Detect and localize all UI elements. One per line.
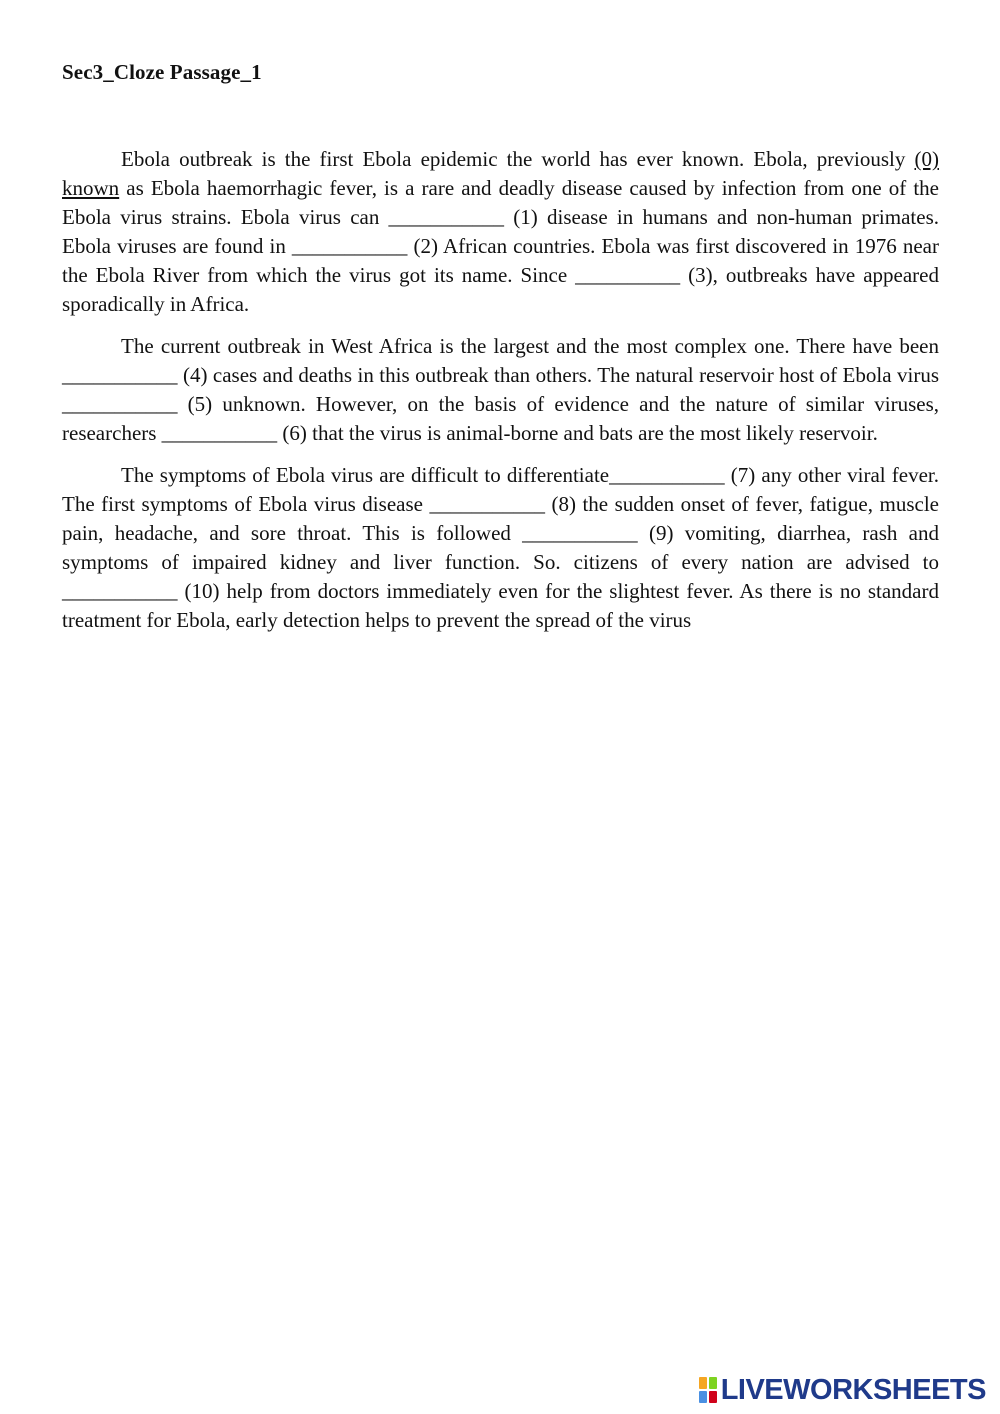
cloze-passage <box>62 145 939 648</box>
paragraph-3 <box>62 461 939 635</box>
paragraph-1-text-b: as Ebola haemorrhagic fever, is a rare and deadly disease caused by infection from one of the Ebola virus strains. Ebola virus can ___________ (1) disease in humans and non-human primates. Ebola viruses are found in ___________ (2) African countries. Ebola was first discovered in 1976 near the Ebola River from which the virus got its name. Since __________ (3), outbreaks have appeared sporadically in Africa. <box>62 176 939 316</box>
paragraph-1-text-a: Ebola outbreak is the first Ebola epidemic the world has ever known. Ebola, previously <box>121 147 915 171</box>
paragraph-3-text: The symptoms of Ebola virus are difficult to differentiate___________ (7) any other viral fever. The first symptoms of Ebola virus disease ___________ (8) the sudden onset of fever, fatigue, muscle pain, headache, and sore throat. This is followed ___________ (9) vomiting, diarrhea, rash and symptoms of impaired kidney and liver function. So. citizens of every nation are advised to ___________ (10) help from doctors immediately even for the slightest fever. As there is no standard treatment for Ebola, early detection helps to prevent the spread of the virus <box>62 463 939 632</box>
liveworksheets-logo-text: LIVEWORKSHEETS <box>720 1373 986 1406</box>
liveworksheets-logo-icon <box>699 1377 717 1403</box>
paragraph-1 <box>62 145 939 319</box>
page-title: Sec3_Cloze Passage_1 <box>62 60 262 84</box>
example-answer: (0) known <box>62 147 939 200</box>
paragraph-2 <box>62 332 939 448</box>
liveworksheets-logo <box>699 1374 986 1406</box>
paragraph-2-text: The current outbreak in West Africa is the largest and the most complex one. There have been ___________ (4) cases and deaths in this outbreak than others. The natural reservoir host of Ebola virus ___________ (5) unknown. However, on the basis of evidence and the nature of similar viruses, researchers ___________ (6) that the virus is animal-borne and bats are the most likely reservoir. <box>62 334 939 445</box>
